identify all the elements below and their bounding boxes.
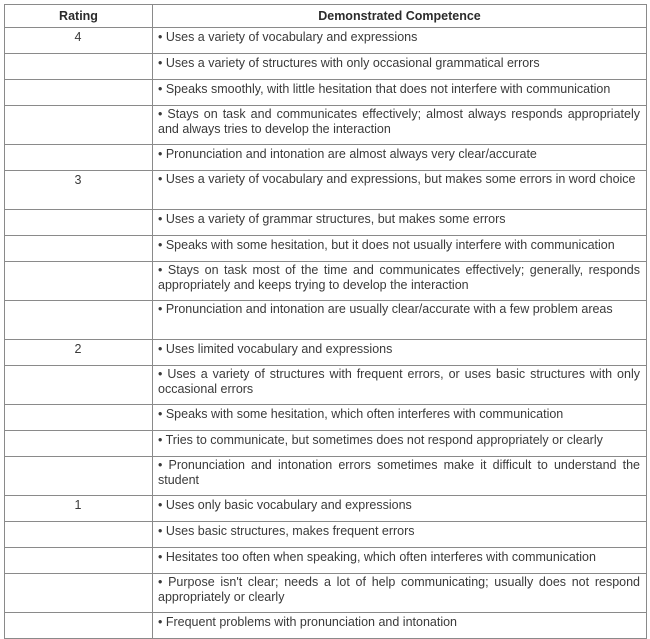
table-row: [5, 574, 647, 613]
competence-cell: • Frequent problems with pronunciation and intonation: [153, 613, 647, 639]
table-row: [5, 548, 647, 574]
rating-cell: 4: [5, 28, 153, 54]
rating-cell: [5, 301, 153, 340]
table-row: [5, 236, 647, 262]
rating-cell: [5, 522, 153, 548]
competence-cell: • Pronunciation and intonation are almost always very clear/accurate: [153, 145, 647, 171]
competence-cell: • Speaks with some hesitation, but it does not usually interfere with communication: [153, 236, 647, 262]
competence-cell: • Uses a variety of structures with only occasional grammatical errors: [153, 54, 647, 80]
competence-cell: • Purpose isn't clear; needs a lot of help communicating; usually does not respond appropriately or clearly: [153, 574, 647, 613]
rating-cell: [5, 548, 153, 574]
rating-header: Rating: [5, 5, 153, 28]
table-row: [5, 457, 647, 496]
rating-cell: [5, 262, 153, 301]
table-row: [5, 28, 647, 54]
rating-cell: [5, 574, 153, 613]
competence-cell: • Uses a variety of vocabulary and expressions: [153, 28, 647, 54]
rating-cell: 3: [5, 171, 153, 210]
rating-cell: [5, 431, 153, 457]
rating-cell: 2: [5, 340, 153, 366]
competence-cell: • Uses a variety of grammar structures, but makes some errors: [153, 210, 647, 236]
competence-cell: • Stays on task and communicates effectively; almost always responds appropriately and always tries to develop the interaction: [153, 106, 647, 145]
competence-cell: • Uses only basic vocabulary and expressions: [153, 496, 647, 522]
rating-cell: [5, 80, 153, 106]
competence-cell: • Stays on task most of the time and communicates effectively; generally, responds appropriately and keeps trying to develop the interaction: [153, 262, 647, 301]
rating-cell: [5, 613, 153, 639]
table-row: [5, 80, 647, 106]
competence-cell: • Pronunciation and intonation errors sometimes make it difficult to understand the student: [153, 457, 647, 496]
competence-cell: • Uses limited vocabulary and expressions: [153, 340, 647, 366]
table-row: [5, 496, 647, 522]
rating-cell: [5, 210, 153, 236]
table-row: [5, 613, 647, 639]
table-row: [5, 171, 647, 210]
table-row: [5, 405, 647, 431]
table-row: [5, 340, 647, 366]
rating-cell: [5, 405, 153, 431]
competence-header: Demonstrated Competence: [153, 5, 647, 28]
table-row: [5, 431, 647, 457]
table-row: [5, 366, 647, 405]
rating-cell: [5, 366, 153, 405]
table-row: [5, 54, 647, 80]
rating-cell: [5, 236, 153, 262]
rating-cell: [5, 457, 153, 496]
competence-cell: • Hesitates too often when speaking, which often interferes with communication: [153, 548, 647, 574]
rating-cell: [5, 54, 153, 80]
table-row: [5, 210, 647, 236]
rating-cell: 1: [5, 496, 153, 522]
table-row: [5, 106, 647, 145]
competence-cell: • Uses basic structures, makes frequent errors: [153, 522, 647, 548]
header-row: [5, 5, 647, 28]
competence-cell: • Tries to communicate, but sometimes does not respond appropriately or clearly: [153, 431, 647, 457]
rubric-table: [4, 4, 647, 639]
rating-cell: [5, 106, 153, 145]
table-row: [5, 301, 647, 340]
rating-cell: [5, 145, 153, 171]
competence-cell: • Speaks smoothly, with little hesitation that does not interfere with communication: [153, 80, 647, 106]
table-row: [5, 145, 647, 171]
competence-cell: • Speaks with some hesitation, which often interferes with communication: [153, 405, 647, 431]
table-row: [5, 522, 647, 548]
competence-cell: • Uses a variety of structures with frequent errors, or uses basic structures with only occasional errors: [153, 366, 647, 405]
competence-cell: • Pronunciation and intonation are usually clear/accurate with a few problem areas: [153, 301, 647, 340]
competence-cell: • Uses a variety of vocabulary and expressions, but makes some errors in word choice: [153, 171, 647, 210]
table-row: [5, 262, 647, 301]
